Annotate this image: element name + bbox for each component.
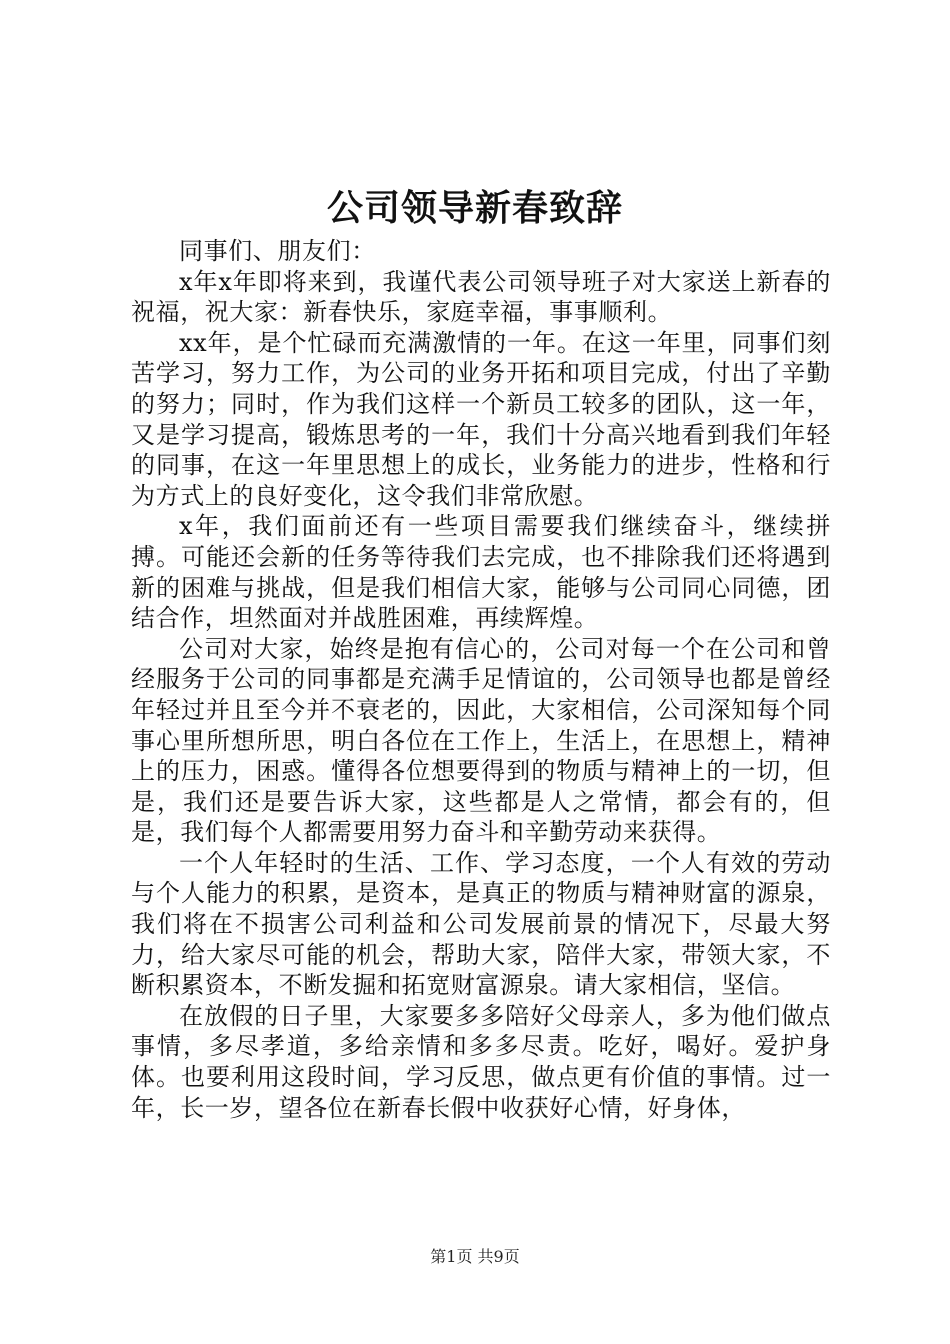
paragraph-2: xx年，是个忙碌而充满激情的一年。在这一年里，同事们刻苦学习，努力工作，为公司的业务开拓和项目完成，付出了辛勤的努力；同时，作为我们这样一个新员工较多的团队，这一年，又是学习提高，锻炼思考的一年，我们十分高兴地看到我们年轻的同事，在这一年里思想上的成长，业务能力的进步，性格和行为方式上的良好变化，这令我们非常欣慰。 (131, 328, 831, 510)
page-number-footer: 第1页 共9页 (430, 1247, 520, 1266)
document-body (131, 236, 831, 1123)
paragraph-1: x年x年即将来到，我谨代表公司领导班子对大家送上新春的祝福，祝大家：新春快乐，家庭幸福，事事顺利。 (131, 267, 831, 327)
paragraph-4: 公司对大家，始终是抱有信心的，公司对每一个在公司和曾经服务于公司的同事都是充满手足情谊的，公司领导也都是曾经年轻过并且至今并不衰老的，因此，大家相信，公司深知每个同事心里所想所思，明白各位在工作上，生活上，在思想上，精神上的压力，困惑。懂得各位想要得到的物质与精神上的一切，但是，我们还是要告诉大家，这些都是人之常情，都会有的，但是，我们每个人都需要用努力奋斗和辛勤劳动来获得。 (131, 634, 831, 847)
paragraph-greeting: 同事们、朋友们： (179, 237, 376, 265)
paragraph-5: 一个人年轻时的生活、工作、学习态度，一个人有效的劳动与个人能力的积累，是资本，是真正的物质与精神财富的源泉，我们将在不损害公司利益和公司发展前景的情况下，尽最大努力，给大家尽可能的机会，帮助大家，陪伴大家，带领大家，不断积累资本，不断发掘和拓宽财富源泉。请大家相信，坚信。 (131, 848, 831, 1000)
document-title: 公司领导新春致辞 (326, 187, 623, 229)
paragraph-3: x年，我们面前还有一些项目需要我们继续奋斗，继续拼搏。可能还会新的任务等待我们去完成，也不排除我们还将遇到新的困难与挑战，但是我们相信大家，能够与公司同心同德，团结合作，坦然面对并战胜困难，再续辉煌。 (131, 512, 831, 633)
paragraph-6: 在放假的日子里，大家要多多陪好父母亲人，多为他们做点事情，多尽孝道，多给亲情和多多尽责。吃好，喝好。爱护身体。也要利用这段时间，学习反思，做点更有价值的事情。过一年，长一岁，望各位在新春长假中收获好心情，好身体， (131, 1001, 831, 1122)
